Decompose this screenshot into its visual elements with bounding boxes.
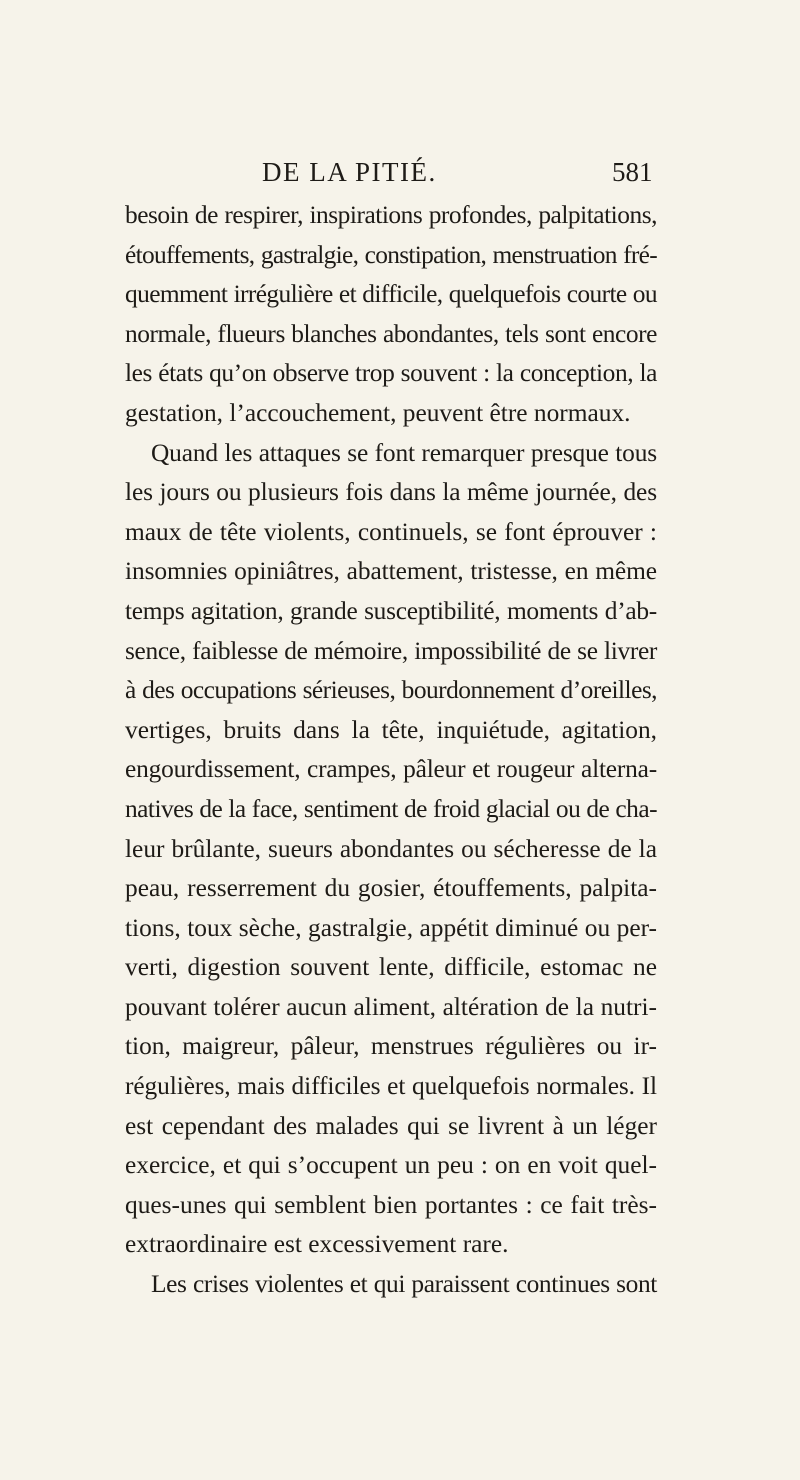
text-line: les jours ou plusieurs fois dans la même journée, des: [125, 478, 657, 507]
text-line: à des occupations sérieuses, bourdonnement d’oreilles,: [125, 676, 657, 705]
text-line: ques-unes qui semblent bien portantes : ce fait très-: [125, 1190, 657, 1219]
text-line: tion, maigreur, pâleur, menstrues régulières ou ir-: [125, 1032, 657, 1061]
text-line: gestation, l’accouchement, peuvent être normaux.: [125, 398, 631, 427]
text-line: est cependant des malades qui se livrent à un léger: [125, 1111, 657, 1140]
text-line: maux de tête violents, continuels, se font éprouver :: [125, 517, 657, 546]
text-line: pouvant tolérer aucun aliment, altération de la nutri-: [125, 992, 657, 1021]
text-line: temps agitation, grande susceptibilité, moments d’ab-: [125, 596, 657, 625]
text-line: sence, faiblesse de mémoire, impossibilité de se livrer: [125, 636, 657, 665]
text-line: insomnies opiniâtres, abattement, tristesse, en même: [125, 557, 657, 586]
body-text: [125, 196, 657, 1305]
text-line: natives de la face, sentiment de froid glacial ou de cha-: [125, 794, 657, 823]
text-line: exercice, et qui s’occupent un peu : on en voit quel-: [125, 1151, 657, 1180]
text-line: Les crises violentes et qui paraissent continues sont: [151, 1270, 657, 1299]
text-line: verti, digestion souvent lente, difficile, estomac ne: [125, 953, 657, 982]
text-line: vertiges, bruits dans la tête, inquiétude, agitation,: [125, 715, 657, 744]
text-line: extraordinaire est excessivement rare.: [125, 1230, 509, 1259]
text-line: normale, flueurs blanches abondantes, tels sont encore: [125, 319, 657, 348]
text-line: besoin de respirer, inspirations profondes, palpitations,: [125, 201, 657, 229]
text-line: tions, toux sèche, gastralgie, appétit diminué ou per-: [125, 913, 657, 942]
text-line: quemment irrégulière et difficile, quelquefois courte ou: [125, 280, 657, 309]
text-line: engourdissement, crampes, pâleur et rougeur alterna-: [125, 755, 657, 784]
text-line: Quand les attaques se font remarquer presque tous: [151, 438, 657, 467]
text-line: régulières, mais difficiles et quelquefois normales. Il: [125, 1072, 657, 1101]
text-line: peau, resserrement du gosier, étouffements, palpita-: [125, 874, 657, 903]
text-line: les états qu’on observe trop souvent : la conception, la: [125, 359, 657, 388]
text-line: leur brûlante, sueurs abondantes ou sécheresse de la: [125, 834, 657, 863]
running-head: [0, 157, 800, 193]
text-line: étouffements, gastralgie, constipation, menstruation fré-: [125, 240, 657, 269]
page-number: 581: [612, 157, 653, 187]
running-title: DE LA PITIÉ.: [262, 157, 437, 187]
